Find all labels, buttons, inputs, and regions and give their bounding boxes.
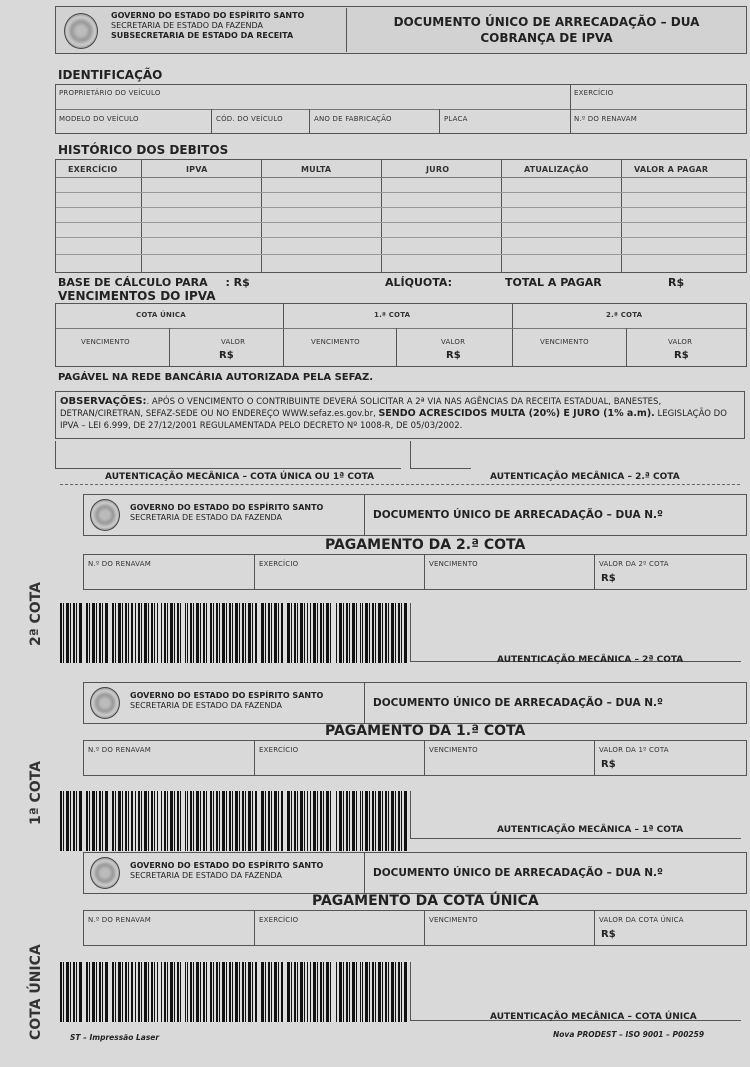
stub-gov-secretaria: SECRETARIA DE ESTADO DA FAZENDA bbox=[130, 701, 283, 710]
stub-unica-renavam: N.º DO RENAVAM bbox=[88, 916, 151, 924]
stub-1a-exercicio: EXERCÍCIO bbox=[259, 746, 299, 754]
stub-unica-exercicio: EXERCÍCIO bbox=[259, 916, 299, 924]
observacoes-label: OBSERVAÇÕES: bbox=[60, 396, 147, 407]
cut-line bbox=[60, 484, 740, 485]
label-ano-fabricacao: ANO DE FABRICAÇÃO bbox=[314, 115, 392, 123]
stub-2a-cota-header bbox=[83, 494, 747, 536]
auth-cota-unica-1: AUTENTICAÇÃO MECÂNICA – COTA ÚNICA OU 1ª COTA bbox=[105, 472, 375, 482]
stub-dua-title: DOCUMENTO ÚNICO DE ARRECADAÇÃO – DUA N.º bbox=[364, 683, 663, 723]
stub-unica-fields bbox=[83, 910, 747, 946]
barcode-2a-cota bbox=[60, 603, 408, 663]
rs-unica: R$ bbox=[219, 350, 234, 361]
barcode-cota-unica bbox=[60, 962, 408, 1022]
identificacao-grid bbox=[55, 84, 747, 134]
auth-stub-2a: AUTENTICAÇÃO MECÂNICA – 2ª COTA bbox=[497, 655, 684, 665]
label-exercicio: EXERCÍCIO bbox=[574, 89, 614, 97]
stub-dua-title: DOCUMENTO ÚNICO DE ARRECADAÇÃO – DUA N.º bbox=[364, 853, 663, 893]
doc-title: DOCUMENTO ÚNICO DE ARRECADAÇÃO – DUA bbox=[393, 15, 700, 29]
label-venc-cota2: VENCIMENTO bbox=[540, 338, 589, 346]
stub-gov-name: GOVERNO DO ESTADO DO ESPÍRITO SANTO bbox=[130, 861, 324, 870]
section-vencimentos: VENCIMENTOS DO IPVA bbox=[58, 289, 216, 303]
barcode-1a-cota bbox=[60, 791, 408, 851]
historico-table bbox=[55, 159, 747, 273]
label-total: TOTAL A PAGAR bbox=[505, 276, 602, 289]
col-juro: JURO bbox=[426, 165, 450, 174]
label-modelo: MODELO DO VEÍCULO bbox=[59, 115, 139, 123]
stub-2a-title: PAGAMENTO DA 2.ª COTA bbox=[325, 537, 526, 553]
stub-2a-vencimento: VENCIMENTO bbox=[429, 560, 478, 568]
label-base-calculo: BASE DE CÁLCULO PARA bbox=[58, 276, 208, 289]
auth-stub-1a: AUTENTICAÇÃO MECÂNICA – 1ª COTA bbox=[497, 825, 684, 835]
section-identificacao: IDENTIFICAÇÃO bbox=[58, 68, 163, 82]
auth-stub-unica: AUTENTICAÇÃO MECÂNICA – COTA ÚNICA bbox=[490, 1012, 697, 1022]
stub-unica-vencimento: VENCIMENTO bbox=[429, 916, 478, 924]
vencimentos-table bbox=[55, 303, 747, 367]
stub-1a-fields bbox=[83, 740, 747, 776]
stub-1a-title: PAGAMENTO DA 1.ª COTA bbox=[325, 723, 526, 739]
stub-2a-exercicio: EXERCÍCIO bbox=[259, 560, 299, 568]
stub-2a-valor: VALOR DA 2º COTA bbox=[599, 560, 669, 568]
label-base-rs: : R$ bbox=[225, 276, 250, 289]
label-proprietario: PROPRIETÁRIO DO VEÍCULO bbox=[59, 89, 161, 97]
observacoes-box bbox=[55, 391, 745, 439]
label-placa: PLACA bbox=[444, 115, 468, 123]
doc-subtitle: COBRANÇA DE IPVA bbox=[480, 31, 613, 45]
stub-unica-header bbox=[83, 852, 747, 894]
col-ipva: IPVA bbox=[186, 165, 208, 174]
stub-1a-rs: R$ bbox=[601, 759, 616, 770]
label-aliquota: ALÍQUOTA: bbox=[385, 276, 453, 289]
stub-dua-title: DOCUMENTO ÚNICO DE ARRECADAÇÃO – DUA N.º bbox=[364, 495, 663, 535]
observacoes-legislacao: LEGISLAÇÃO DO IPVA – LEI 6.999, DE 27/12/2001 REGULAMENTADA PELO DECRETO Nº 1008-R, DE 05/03/2002. bbox=[60, 409, 727, 431]
side-label-1a-cota: 1ª COTA bbox=[28, 761, 44, 825]
col-valor-pagar: VALOR A PAGAR bbox=[634, 165, 709, 174]
label-venc-cota1: VENCIMENTO bbox=[311, 338, 360, 346]
label-cota-unica: COTA ÚNICA bbox=[136, 311, 186, 319]
pagavel-text: PAGÁVEL NA REDE BANCÁRIA AUTORIZADA PELA SEFAZ. bbox=[58, 372, 374, 383]
stub-1a-renavam: N.º DO RENAVAM bbox=[88, 746, 151, 754]
section-historico: HISTÓRICO DOS DEBITOS bbox=[58, 143, 229, 157]
header bbox=[55, 6, 747, 54]
rs-cota1: R$ bbox=[446, 350, 461, 361]
stub-unica-title: PAGAMENTO DA COTA ÚNICA bbox=[312, 893, 539, 909]
stub-2a-renavam: N.º DO RENAVAM bbox=[88, 560, 151, 568]
coat-of-arms-icon bbox=[64, 13, 98, 49]
label-valor-unica: VALOR bbox=[221, 338, 246, 346]
gov-name: GOVERNO DO ESTADO DO ESPÍRITO SANTO bbox=[111, 11, 305, 20]
coat-of-arms-icon bbox=[90, 499, 120, 531]
label-cod-veiculo: CÓD. DO VEÍCULO bbox=[216, 115, 283, 123]
footer-left: ST – Impressão Laser bbox=[70, 1033, 160, 1042]
side-label-cota-unica: COTA ÚNICA bbox=[28, 944, 44, 1040]
stub-gov-secretaria: SECRETARIA DE ESTADO DA FAZENDA bbox=[130, 513, 283, 522]
stub-unica-valor: VALOR DA COTA ÚNICA bbox=[599, 916, 684, 924]
label-total-rs: R$ bbox=[668, 276, 685, 289]
label-venc-unica: VENCIMENTO bbox=[81, 338, 130, 346]
coat-of-arms-icon bbox=[90, 687, 120, 719]
gov-secretaria: SECRETARIA DE ESTADO DA FAZENDA bbox=[111, 21, 264, 30]
observacoes-text: . APÓS O VENCIMENTO O CONTRIBUINTE DEVERÁ SOLICITAR A 2ª VIA NAS AGÊNCIAS DA RECEITA ESTADUAL, BANESTES, DETRAN/CIRETRAN, SEFAZ-SEDE OU NO ENDEREÇO WWW.sefaz.es.gov.br, bbox=[60, 397, 662, 419]
stub-gov-secretaria: SECRETARIA DE ESTADO DA FAZENDA bbox=[130, 871, 283, 880]
side-label-2a-cota: 2ª COTA bbox=[28, 582, 44, 646]
stub-2a-fields bbox=[83, 554, 747, 590]
stub-1a-valor: VALOR DA 1º COTA bbox=[599, 746, 669, 754]
stub-gov-name: GOVERNO DO ESTADO DO ESPÍRITO SANTO bbox=[130, 691, 324, 700]
col-multa: MULTA bbox=[301, 165, 332, 174]
label-valor-cota2: VALOR bbox=[668, 338, 693, 346]
stub-1a-vencimento: VENCIMENTO bbox=[429, 746, 478, 754]
label-cota1: 1.ª COTA bbox=[374, 311, 411, 319]
stub-unica-rs: R$ bbox=[601, 929, 616, 940]
gov-subsecretaria: SUBSECRETARIA DE ESTADO DA RECEITA bbox=[111, 31, 294, 40]
label-cota2: 2.ª COTA bbox=[606, 311, 643, 319]
label-renavam: N.º DO RENAVAM bbox=[574, 115, 637, 123]
observacoes-bold: SENDO ACRESCIDOS MULTA (20%) E JURO (1% a.m). bbox=[378, 408, 655, 419]
col-exercicio: EXERCÍCIO bbox=[68, 165, 118, 174]
footer-right: Nova PRODEST – ISO 9001 – P00259 bbox=[553, 1030, 705, 1039]
coat-of-arms-icon bbox=[90, 857, 120, 889]
col-atualizacao: ATUALIZAÇÃO bbox=[524, 165, 589, 174]
stub-1a-cota-header bbox=[83, 682, 747, 724]
stub-gov-name: GOVERNO DO ESTADO DO ESPÍRITO SANTO bbox=[130, 503, 324, 512]
rs-cota2: R$ bbox=[674, 350, 689, 361]
label-valor-cota1: VALOR bbox=[441, 338, 466, 346]
auth-cota-2: AUTENTICAÇÃO MECÂNICA – 2.ª COTA bbox=[490, 472, 680, 482]
stub-2a-rs: R$ bbox=[601, 573, 616, 584]
